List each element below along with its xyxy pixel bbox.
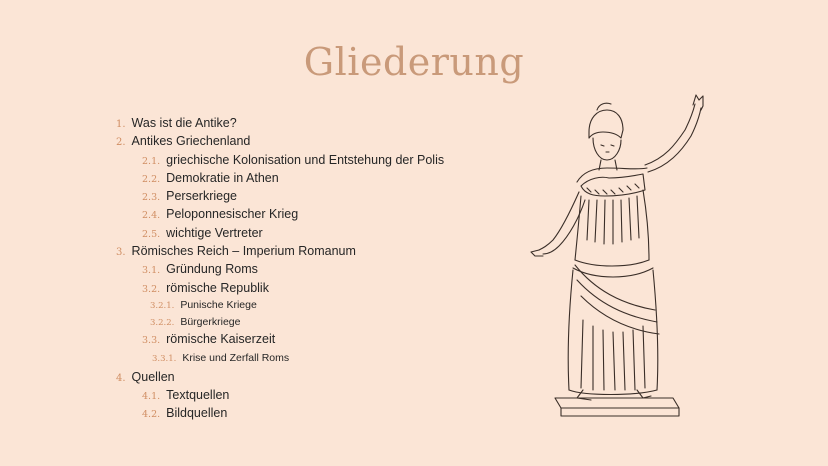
toc-item-label: Bildquellen: [166, 406, 228, 420]
toc-item-number: 3.3.: [142, 335, 161, 346]
toc-item-number: 2.1.: [142, 156, 161, 167]
toc-item: [116, 244, 356, 258]
toc-item-label: Krise und Zerfall Roms: [182, 352, 290, 364]
toc-item-number: 3.2.: [142, 284, 161, 295]
toc-item: [150, 299, 257, 311]
athena-statue-illustration: [525, 90, 725, 430]
toc-item: [142, 153, 444, 167]
toc-item-number: 3.1.: [142, 265, 161, 276]
toc-item-number: 3.3.1.: [152, 354, 177, 364]
toc-item-label: Römisches Reich – Imperium Romanum: [131, 244, 356, 258]
toc-item-label: Textquellen: [166, 388, 230, 402]
toc-item: [142, 406, 227, 420]
toc-item-number: 2.2.: [142, 174, 161, 185]
toc-item-label: Quellen: [131, 370, 175, 384]
toc-item: [152, 352, 289, 364]
toc-item: [142, 262, 258, 276]
toc-item-label: Gründung Roms: [166, 262, 258, 276]
toc-item-label: griechische Kolonisation und Entstehung der Polis: [166, 153, 445, 167]
toc-item-label: Perserkriege: [166, 189, 238, 203]
toc-item: [142, 332, 275, 346]
toc-item: [142, 388, 229, 402]
toc-item: [116, 116, 237, 130]
toc-item-number: 2.3.: [142, 192, 161, 203]
toc-item-label: wichtige Vertreter: [166, 226, 263, 240]
toc-item-label: Bürgerkriege: [180, 316, 241, 328]
toc-item-number: 2.: [116, 137, 126, 148]
toc-item-label: Antikes Griechenland: [131, 134, 251, 148]
toc-item-number: 3.2.2.: [150, 318, 175, 328]
toc-item: [142, 207, 298, 221]
toc-item: [150, 316, 240, 328]
toc-item: [142, 171, 279, 185]
toc-item-label: Peloponnesischer Krieg: [166, 207, 299, 221]
toc-item: [142, 189, 237, 203]
toc-item: [142, 226, 263, 240]
toc-item-number: 4.: [116, 373, 126, 384]
toc-item: [142, 281, 269, 295]
toc-item-number: 1.: [116, 119, 126, 130]
toc-item-label: römische Republik: [166, 281, 269, 295]
toc-item: [116, 370, 175, 384]
toc-item-number: 4.2.: [142, 409, 161, 420]
toc-item-label: römische Kaiserzeit: [166, 332, 276, 346]
toc-item-label: Demokratie in Athen: [166, 171, 279, 185]
toc-item-label: Was ist die Antike?: [131, 116, 237, 130]
toc-item: [116, 134, 250, 148]
toc-item-number: 2.4.: [142, 210, 161, 221]
slide-title: Gliederung: [303, 40, 525, 84]
toc-item-number: 3.2.1.: [150, 301, 175, 311]
toc-item-number: 4.1.: [142, 391, 161, 402]
toc-item-number: 3.: [116, 247, 126, 258]
toc-item-label: Punische Kriege: [180, 299, 257, 311]
toc-item-number: 2.5.: [142, 229, 161, 240]
